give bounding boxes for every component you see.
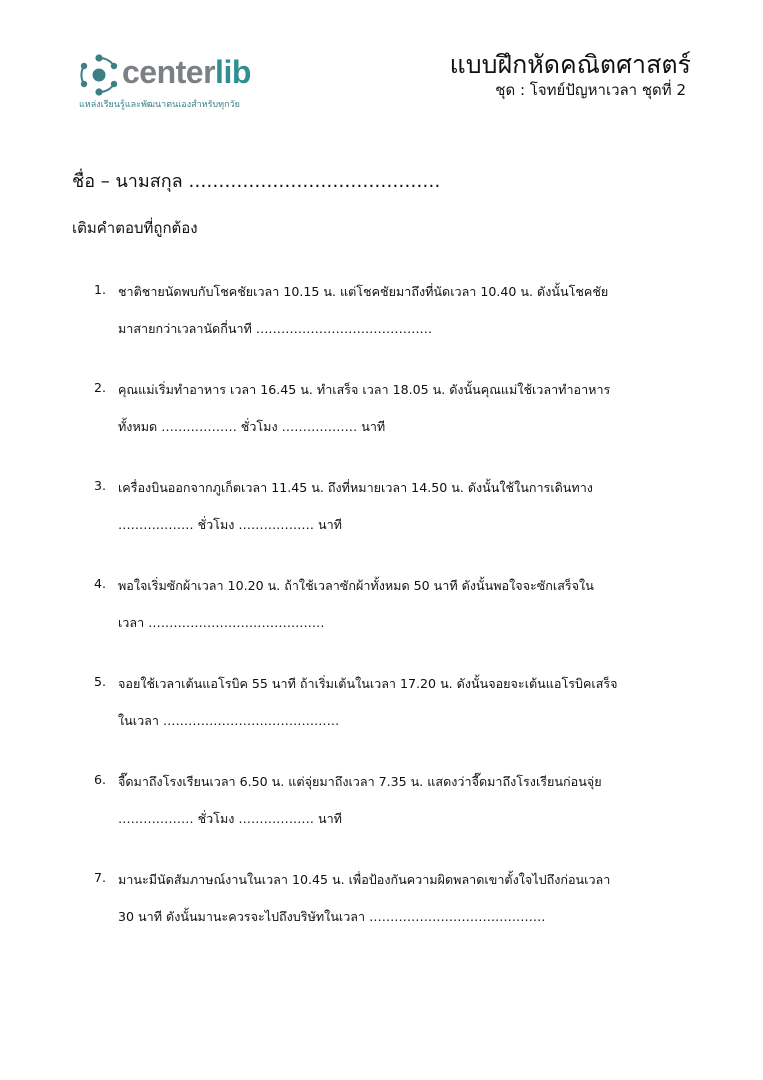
question-answer-line: ……………… ชั่วโมง ……………… นาที	[118, 811, 342, 826]
question-item	[94, 868, 694, 966]
question-text: เครื่องบินออกจากภูเก็ตเวลา 11.45 น. ถึงที่หมายเวลา 14.50 น. ดังนั้นใช้ในการเดินทาง	[118, 480, 593, 495]
question-number: 6.	[94, 772, 107, 787]
question-number: 4.	[94, 576, 107, 591]
question-answer-line: ……………… ชั่วโมง ……………… นาที	[118, 517, 342, 532]
question-item	[94, 378, 694, 476]
question-number: 3.	[94, 478, 107, 493]
question-answer-line: 30 นาที ดังนั้นมานะควรจะไปถึงบริษัทในเวลา ……………………………………	[118, 909, 546, 924]
question-answer-line: ทั้งหมด ……………… ชั่วโมง ……………… นาที	[118, 419, 386, 434]
molecule-logo-icon	[76, 52, 122, 98]
question-text: จี๊ดมาถึงโรงเรียนเวลา 6.50 น. แต่จุ่ยมาถึงเวลา 7.35 น. แสดงว่าจี๊ดมาถึงโรงเรียนก่อนจุ่ย	[118, 774, 602, 789]
brand-tagline: แหล่งเรียนรู้และพัฒนาตนเองสำหรับทุกวัย	[79, 100, 240, 110]
worksheet-subtitle: ชุด : โจทย์ปัญหาเวลา ชุดที่ 2	[495, 81, 686, 99]
instruction-text: เติมคำตอบที่ถูกต้อง	[72, 219, 198, 237]
question-list	[94, 280, 694, 966]
question-item	[94, 770, 694, 868]
worksheet-title: แบบฝึกหัดคณิตศาสตร์	[449, 50, 691, 79]
question-number: 2.	[94, 380, 107, 395]
question-answer-line: เวลา ……………………………………	[118, 615, 325, 630]
question-item	[94, 672, 694, 770]
question-number: 5.	[94, 674, 107, 689]
question-text: คุณแม่เริ่มทำอาหาร เวลา 16.45 น. ทำเสร็จ เวลา 18.05 น. ดังนั้นคุณแม่ใช้เวลาทำอาหาร	[118, 382, 611, 397]
question-text: พอใจเริ่มซักผ้าเวลา 10.20 น. ถ้าใช้เวลาซักผ้าทั้งหมด 50 นาที ดังนั้นพอใจจะซักเสร็จใน	[118, 578, 594, 593]
question-text: จอยใช้เวลาเต้นแอโรบิค 55 นาที ถ้าเริ่มเต้นในเวลา 17.20 น. ดังนั้นจอยจะเต้นแอโรบิคเสร็จ	[118, 676, 618, 691]
question-number: 1.	[94, 282, 107, 297]
question-text: มานะมีนัดสัมภาษณ์งานในเวลา 10.45 น. เพื่อป้องกันความผิดพลาดเขาตั้งใจไปถึงก่อนเวลา	[118, 872, 611, 887]
question-item	[94, 476, 694, 574]
student-name-field: ชื่อ – นามสกุล ……………………………………	[72, 171, 441, 192]
question-text: ชาติชายนัดพบกับโชคชัยเวลา 10.15 น. แต่โชคชัยมาถึงที่นัดเวลา 10.40 น. ดังนั้นโชคชัย	[118, 284, 609, 299]
question-item	[94, 574, 694, 672]
worksheet-header	[450, 50, 691, 100]
question-answer-line: มาสายกว่าเวลานัดกี่นาที ……………………………………	[118, 321, 433, 336]
question-number: 7.	[94, 870, 107, 885]
centerlib-logo	[76, 50, 286, 112]
question-answer-line: ในเวลา ……………………………………	[118, 713, 340, 728]
question-item	[94, 280, 694, 378]
brand-wordmark: centerlib	[122, 54, 251, 90]
